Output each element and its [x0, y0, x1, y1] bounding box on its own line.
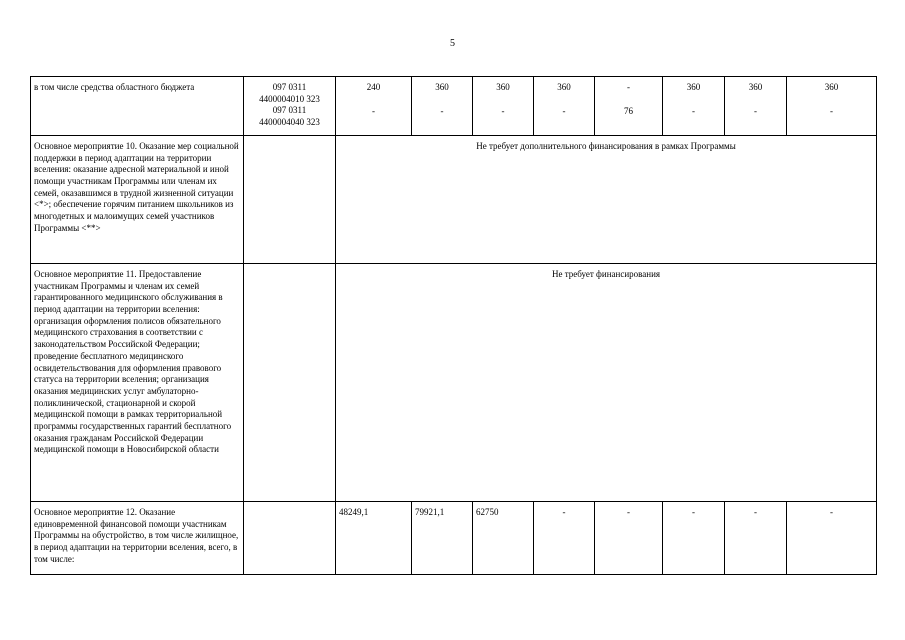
value-cell: -	[534, 502, 595, 575]
value-cell: -	[787, 502, 877, 575]
value: -	[692, 105, 695, 116]
budget-code: 4400004040 323	[259, 117, 320, 128]
budget-code-cell	[244, 502, 336, 575]
value: 360	[686, 82, 701, 92]
row-description: Основное мероприятие 10. Оказание мер социальной поддержки в период адаптации на территории вселения: оказание адресной материальной и иной помощи участникам Программы или членам их семей, оказавшимся в трудной жизненной ситуации <*>; обеспечение горячим питанием школьников из многодетных и малоимущих семей участников Программы <**>	[31, 136, 244, 264]
budget-code: 097 0311	[272, 105, 307, 116]
value: 360	[435, 82, 449, 92]
budget-code-cell	[244, 264, 336, 502]
value-cell: -	[663, 502, 725, 575]
table-row	[31, 77, 877, 136]
value: 76	[624, 105, 633, 116]
value: 360	[557, 82, 571, 92]
value-cell: -	[725, 502, 787, 575]
value-cell	[473, 77, 534, 136]
value-cell	[663, 77, 725, 136]
value: 360	[824, 82, 839, 92]
value: 360	[496, 82, 510, 92]
value: 240	[366, 82, 381, 92]
value-cell	[336, 77, 412, 136]
value: -	[372, 105, 375, 116]
value-cell: 79921,1	[412, 502, 473, 575]
row-description: Основное мероприятие 12. Оказание единовременной финансовой помощи участникам Программы на обустройство, в том числе жилищное, в период адаптации на территории вселения, всего, в том числе:	[31, 502, 244, 575]
value: -	[562, 105, 566, 116]
value-cell	[787, 77, 877, 136]
budget-table	[30, 76, 877, 575]
value: -	[440, 105, 444, 116]
value-cell	[534, 77, 595, 136]
value-cell: -	[595, 502, 663, 575]
budget-code-cell	[244, 136, 336, 264]
value-cell	[725, 77, 787, 136]
row-description: Основное мероприятие 11. Предоставление участникам Программы и членам их семей гарантированного медицинского обслуживания в период адаптации на территории вселения: организация оформления полисов обязательного медицинского страхования в соответствии с законодательством Российской Федерации; проведение бесплатного медицинского освидетельствования для оформления правового статуса на территории вселения; организация оказания медицинских услуг амбулаторно-поликлинической, стационарной и скорой медицинской помощи в рамках территориальной программы государственных гарантий бесплатного оказания гражданам Российской Федерации медицинской помощи в Новосибирской области	[31, 264, 244, 502]
value: -	[830, 105, 833, 116]
table-row	[31, 502, 877, 575]
page-number: 5	[450, 38, 455, 49]
table-row	[31, 136, 877, 264]
value: -	[501, 105, 505, 116]
value: -	[627, 82, 630, 92]
financing-note: Не требует финансирования	[336, 264, 877, 502]
table-row	[31, 264, 877, 502]
value-cell: 48249,1	[336, 502, 412, 575]
row-description: в том числе средства областного бюджета	[31, 77, 244, 136]
financing-note: Не требует дополнительного финансирования в рамках Программы	[336, 136, 877, 264]
budget-code: 4400004010 323	[259, 93, 320, 104]
value-cell	[595, 77, 663, 136]
value-cell: 62750	[473, 502, 534, 575]
value-cell	[412, 77, 473, 136]
value: -	[754, 105, 757, 116]
budget-code: 097 0311	[272, 82, 307, 92]
value: 360	[748, 82, 763, 92]
budget-code-cell	[244, 77, 336, 136]
